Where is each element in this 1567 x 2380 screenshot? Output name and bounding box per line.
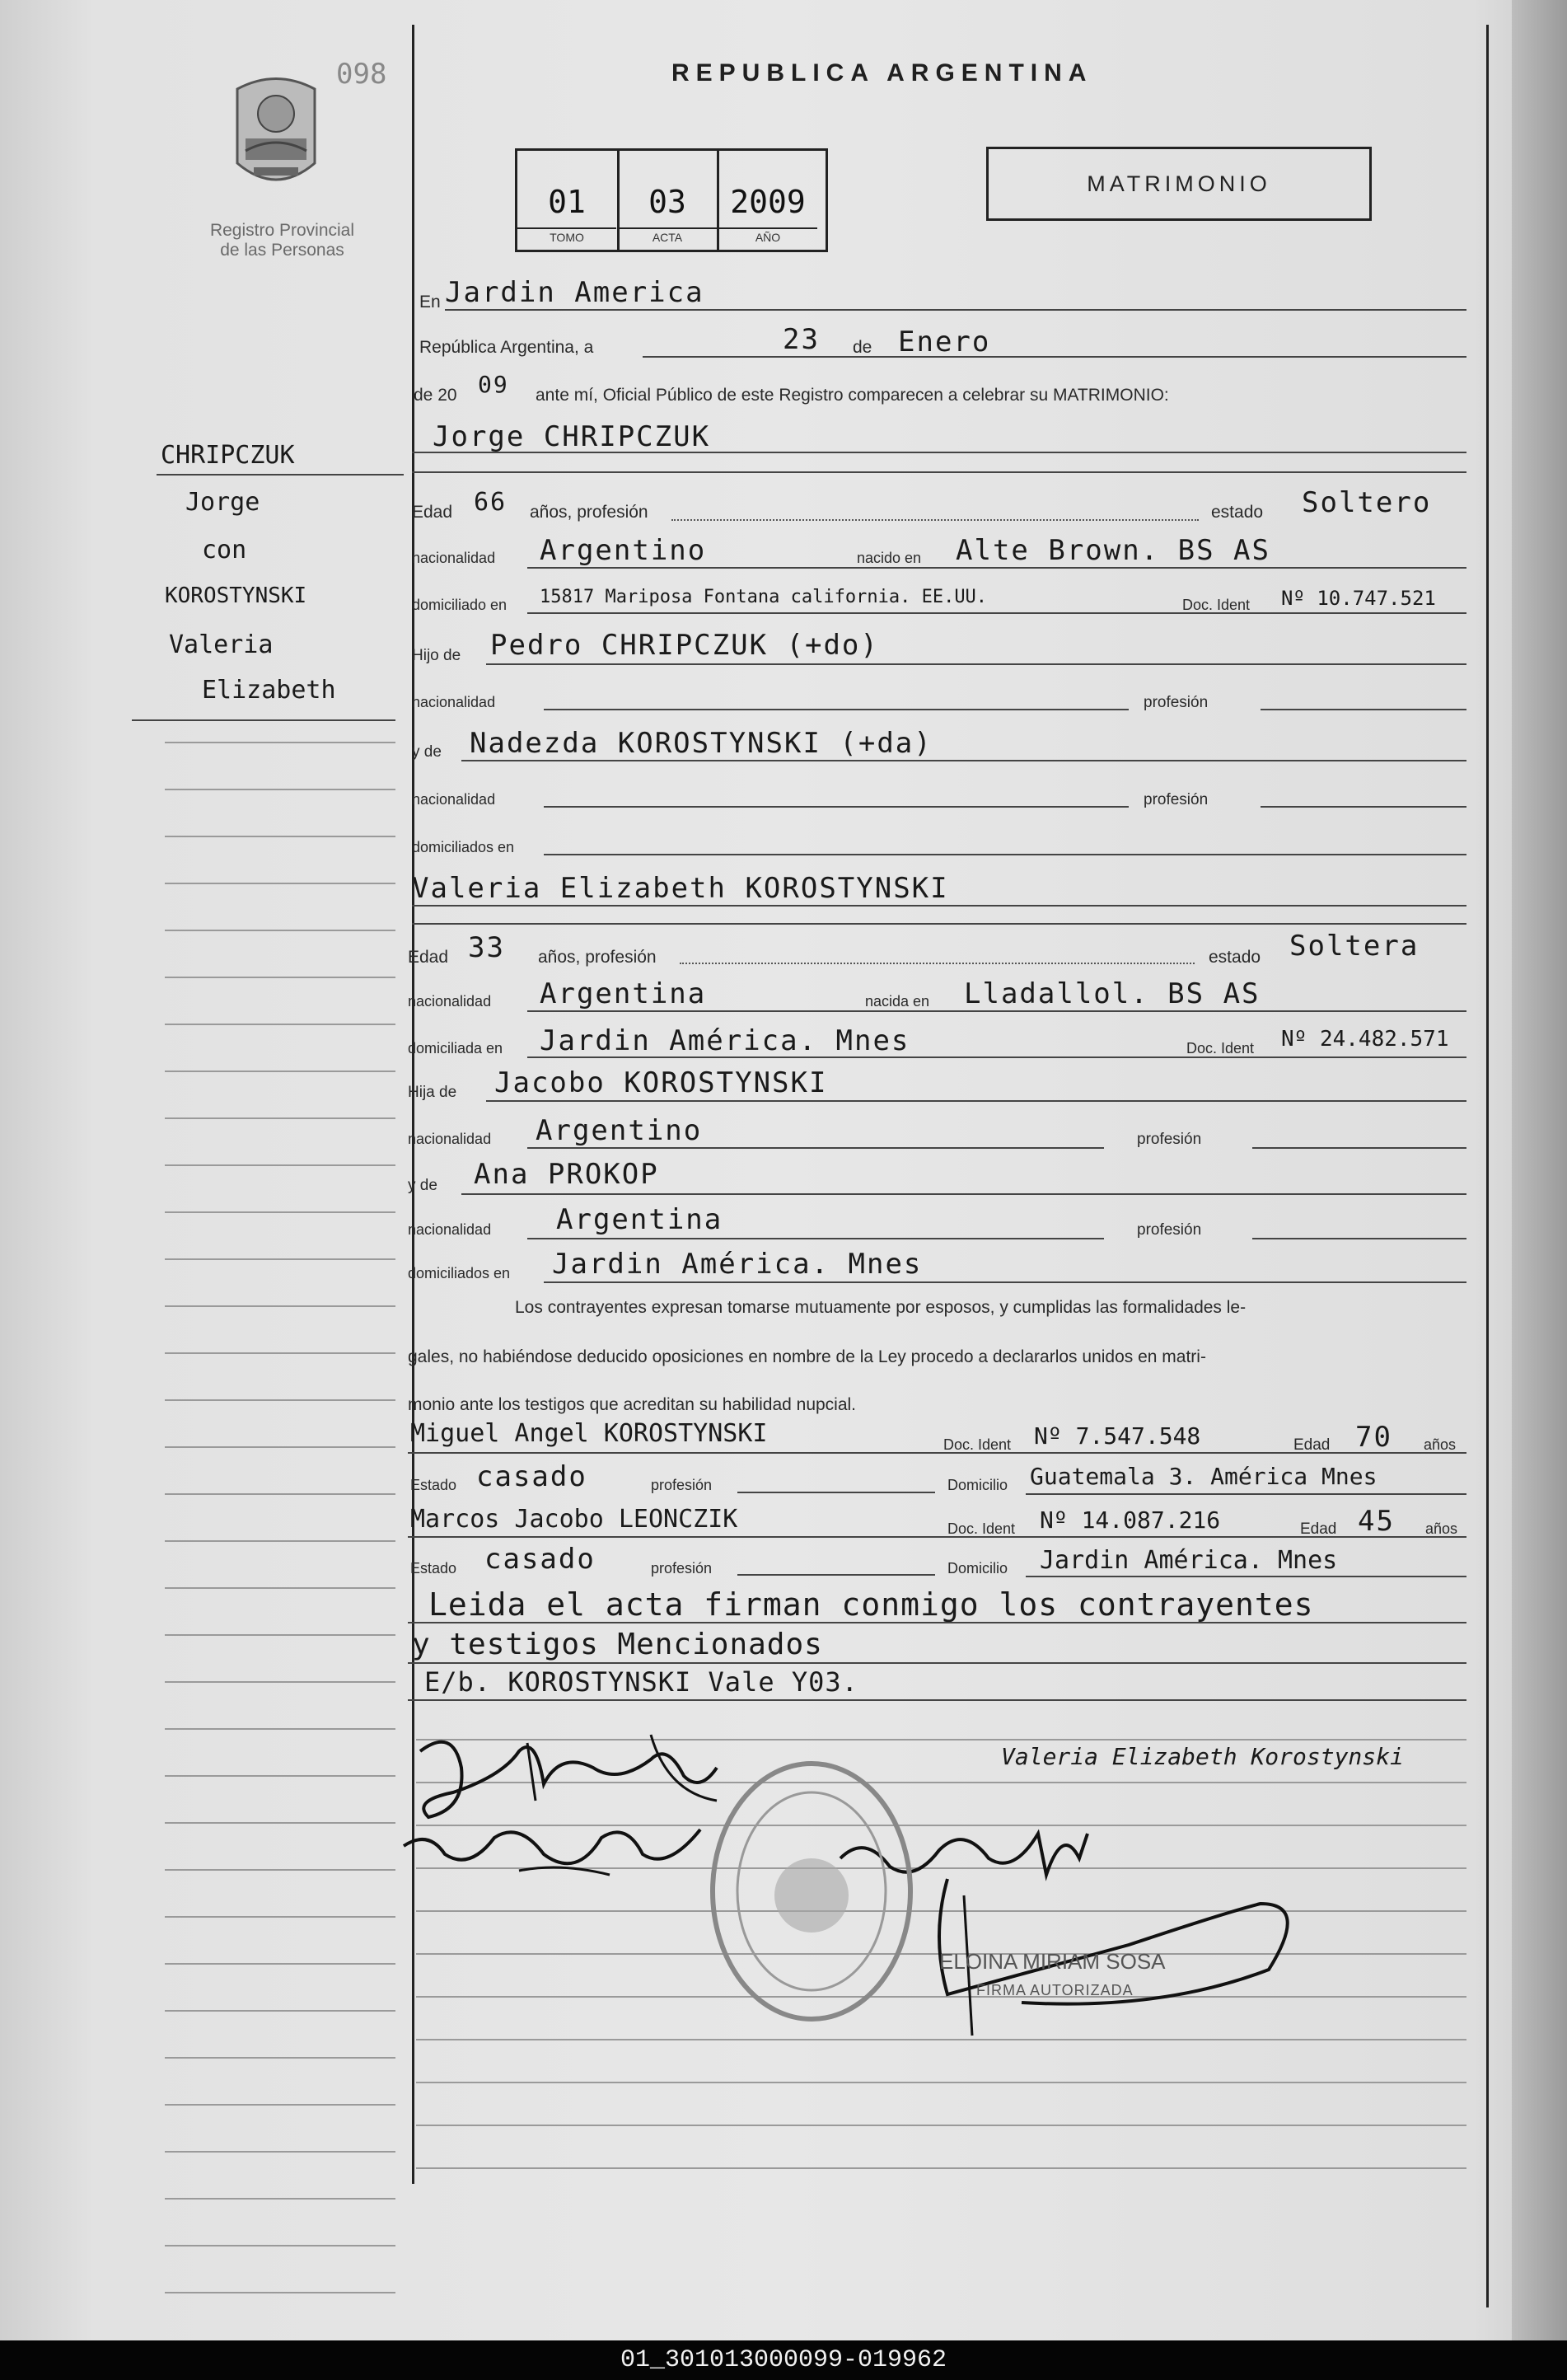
signature-ruled-line <box>416 2125 1466 2126</box>
label-edad: Edad <box>1293 1436 1331 1454</box>
label-profesion: profesión <box>1144 694 1209 711</box>
margin-note-line: Jorge <box>185 488 260 517</box>
margin-ruled-line <box>165 883 395 884</box>
margin-ruled-line <box>165 1352 395 1354</box>
closing-line1: Leida el acta firman conmigo los contrayentes <box>428 1586 1314 1623</box>
margin-ruled-line <box>165 2057 395 2059</box>
signature-ruled-line <box>416 2082 1466 2083</box>
margin-ruled-line <box>165 1728 395 1730</box>
margin-ruled-line <box>165 1258 395 1260</box>
official-name: ELOINA MIRIAM SOSA <box>939 1949 1166 1974</box>
bride-mother-nationality: Argentina <box>556 1203 723 1236</box>
label-estado: Estado <box>410 1477 457 1493</box>
groom-mother: Nadezda KOROSTYNSKI (+da) <box>470 727 933 760</box>
margin-ruled-line <box>165 1071 395 1072</box>
label-y-de: y de <box>408 1177 437 1194</box>
bride-birthplace: Lladallol. BS AS <box>964 977 1261 1010</box>
tomo-value: 01 <box>548 184 586 220</box>
label-profesion: profesión <box>651 1477 713 1493</box>
label-profesion: profesión <box>651 1560 713 1577</box>
label-hijo-de: Hijo de <box>412 647 461 664</box>
record-type-box: MATRIMONIO <box>986 147 1372 221</box>
bride-age: 33 <box>468 931 505 964</box>
stamp-number: 098 <box>336 58 387 91</box>
label-profesion: profesión <box>1137 1131 1202 1148</box>
label-anos-profesion: años, profesión <box>530 503 648 522</box>
label-doc-ident: Doc. Ident <box>943 1436 1012 1453</box>
day-value: 23 <box>783 323 820 356</box>
bride-doc: Nº 24.482.571 <box>1281 1027 1449 1052</box>
body-paragraph-line1: Los contrayentes expresan tomarse mutuamente por esposos, y cumplidas las formalidades le- <box>515 1298 1247 1317</box>
official-title: FIRMA AUTORIZADA <box>976 1982 1134 1998</box>
label-estado: Estado <box>410 1560 457 1577</box>
label-doc-ident: Doc. Ident <box>947 1520 1016 1537</box>
margin-ruled-line <box>165 1164 395 1166</box>
label-estado: estado <box>1211 503 1264 522</box>
act-number-box <box>515 148 828 252</box>
margin-ruled-line <box>165 1024 395 1025</box>
witness2-doc: Nº 14.087.216 <box>1040 1506 1221 1534</box>
margin-ruled-line <box>165 930 395 931</box>
margin-note-line: Elizabeth <box>202 676 336 705</box>
groom-estado: Soltero <box>1302 486 1432 519</box>
registry-name <box>177 221 387 260</box>
label-ante-mi: ante mí, Oficial Público de este Registro comparecen a celebrar su MATRIMONIO: <box>536 386 1169 405</box>
bride-name: Valeria Elizabeth KOROSTYNSKI <box>412 872 949 905</box>
label-nacionalidad: nacionalidad <box>408 1131 492 1147</box>
label-nacido-en: nacido en <box>857 550 922 566</box>
tomo-label: TOMO <box>517 227 616 244</box>
margin-ruled-line <box>165 1117 395 1119</box>
margin-note-line: CHRIPCZUK <box>161 441 295 470</box>
witness1-estado: casado <box>476 1460 587 1493</box>
witness1-domicile: Guatemala 3. América Mnes <box>1030 1463 1378 1490</box>
witness1-signature <box>395 1805 709 1895</box>
registry-line2: de las Personas <box>220 241 344 260</box>
groom-father: Pedro CHRIPCZUK (+do) <box>490 629 879 662</box>
margin-ruled-line <box>165 2198 395 2200</box>
margin-ruled-line <box>165 2104 395 2106</box>
right-border <box>1486 25 1489 2307</box>
label-anos: años <box>1424 1436 1457 1453</box>
label-republica: República Argentina, a <box>419 338 594 357</box>
closing-line2: y testigos Mencionados <box>412 1628 823 1661</box>
margin-ruled-line <box>165 1211 395 1213</box>
page-edge-shadow <box>1512 0 1567 2340</box>
label-nacionalidad: nacionalidad <box>412 694 496 710</box>
margin-ruled-line <box>165 1775 395 1777</box>
label-domiciliados-en: domiciliados en <box>412 839 515 855</box>
bride-father: Jacobo KOROSTYNSKI <box>494 1066 828 1099</box>
margin-ruled-line <box>165 1399 395 1401</box>
label-domiciliados-en: domiciliados en <box>408 1265 511 1281</box>
official-stamp-seal <box>704 1755 919 2027</box>
bride-signature: Valeria Elizabeth Korostynski <box>1001 1743 1404 1770</box>
bride-parents-domicile: Jardin América. Mnes <box>552 1248 923 1281</box>
file-identifier: 01_301013000099-019962 <box>0 2340 1567 2380</box>
bride-domicile: Jardin América. Mnes <box>540 1024 910 1057</box>
label-domicilio: Domicilio <box>947 1477 1008 1493</box>
label-nacionalidad: nacionalidad <box>412 791 496 808</box>
anio-value: 2009 <box>730 184 806 220</box>
margin-ruled-line <box>165 2245 395 2246</box>
label-domiciliada-en: domiciliada en <box>408 1040 503 1056</box>
margin-ruled-line <box>165 789 395 790</box>
label-doc-ident: Doc. Ident <box>1186 1040 1255 1056</box>
margin-ruled-line <box>165 1822 395 1824</box>
country-title: REPUBLICA ARGENTINA <box>671 59 1093 87</box>
witness1-age: 70 <box>1355 1421 1392 1454</box>
signature-ruled-line <box>416 2167 1466 2169</box>
margin-ruled-line <box>165 2292 395 2293</box>
witness2-domicile: Jardin América. Mnes <box>1040 1546 1338 1575</box>
place-value: Jardin America <box>445 276 704 309</box>
label-nacionalidad: nacionalidad <box>412 550 496 566</box>
acta-value: 03 <box>648 184 686 220</box>
bride-father-nationality: Argentino <box>536 1114 703 1147</box>
groom-name: Jorge CHRIPCZUK <box>433 420 711 453</box>
label-estado: estado <box>1209 948 1261 967</box>
province-seal-icon <box>221 73 331 193</box>
registry-line1: Registro Provincial <box>209 221 355 240</box>
label-anos: años <box>1425 1520 1458 1537</box>
label-en: En <box>419 293 441 312</box>
label-edad: Edad <box>412 503 453 522</box>
groom-doc: Nº 10.747.521 <box>1281 587 1436 610</box>
anio-label: AÑO <box>718 227 817 244</box>
label-nacionalidad: nacionalidad <box>408 993 492 1010</box>
label-nacida-en: nacida en <box>865 993 930 1010</box>
groom-birthplace: Alte Brown. BS AS <box>956 534 1270 567</box>
witness1-name: Miguel Angel KOROSTYNSKI <box>410 1419 768 1448</box>
label-edad: Edad <box>408 948 449 967</box>
label-anos-profesion: años, profesión <box>538 948 657 967</box>
closing-line3: E/b. KOROSTYNSKI Vale Y03. <box>424 1666 858 1698</box>
margin-ruled-line <box>165 1634 395 1636</box>
margin-ruled-line <box>165 1305 395 1307</box>
bride-estado: Soltera <box>1289 930 1420 963</box>
label-edad: Edad <box>1300 1520 1337 1538</box>
margin-note-line: KOROSTYNSKI <box>165 583 307 608</box>
acta-label: ACTA <box>618 227 717 244</box>
witness2-age: 45 <box>1358 1505 1395 1538</box>
margin-ruled-line <box>165 1681 395 1683</box>
label-y-de: y de <box>412 743 442 761</box>
witness1-doc: Nº 7.547.548 <box>1034 1422 1201 1450</box>
margin-ruled-line <box>165 1869 395 1871</box>
margin-ruled-line <box>165 1446 395 1448</box>
label-doc-ident: Doc. Ident <box>1182 597 1251 613</box>
label-de-20: de 20 <box>414 386 457 405</box>
margin-ruled-line <box>165 742 395 743</box>
year-suffix-value: 09 <box>478 371 509 398</box>
label-hija-de: Hija de <box>408 1084 457 1101</box>
margin-ruled-line <box>165 2010 395 2012</box>
label-nacionalidad: nacionalidad <box>408 1221 492 1238</box>
body-paragraph-line3: monio ante los testigos que acreditan su habilidad nupcial. <box>408 1395 857 1414</box>
label-de: de <box>853 338 872 357</box>
margin-ruled-line <box>165 1540 395 1542</box>
body-paragraph-line2: gales, no habiéndose deducido oposiciones en nombre de la Ley procedo a declararlos unidos en matri- <box>408 1347 1206 1366</box>
margin-note-line: con <box>202 536 247 565</box>
groom-domicile: 15817 Mariposa Fontana california. EE.UU. <box>540 587 988 607</box>
margin-ruled-line <box>165 1587 395 1589</box>
label-domiciliado-en: domiciliado en <box>412 597 508 613</box>
margin-ruled-line <box>165 1493 395 1495</box>
groom-age: 66 <box>474 488 508 517</box>
margin-ruled-line <box>165 1916 395 1918</box>
bride-mother: Ana PROKOP <box>474 1158 659 1191</box>
month-value: Enero <box>898 326 991 358</box>
margin-ruled-line <box>165 977 395 978</box>
margin-ruled-line <box>165 1963 395 1965</box>
bride-nationality: Argentina <box>540 977 707 1010</box>
label-domicilio: Domicilio <box>947 1560 1008 1577</box>
label-profesion: profesión <box>1144 791 1209 808</box>
groom-nationality: Argentino <box>540 534 707 567</box>
margin-ruled-line <box>165 836 395 837</box>
witness2-name: Marcos Jacobo LEONCZIK <box>410 1505 738 1534</box>
margin-note-line: Valeria <box>169 630 274 659</box>
witness2-estado: casado <box>484 1543 596 1576</box>
margin-ruled-line <box>165 2151 395 2153</box>
label-profesion: profesión <box>1137 1221 1202 1239</box>
